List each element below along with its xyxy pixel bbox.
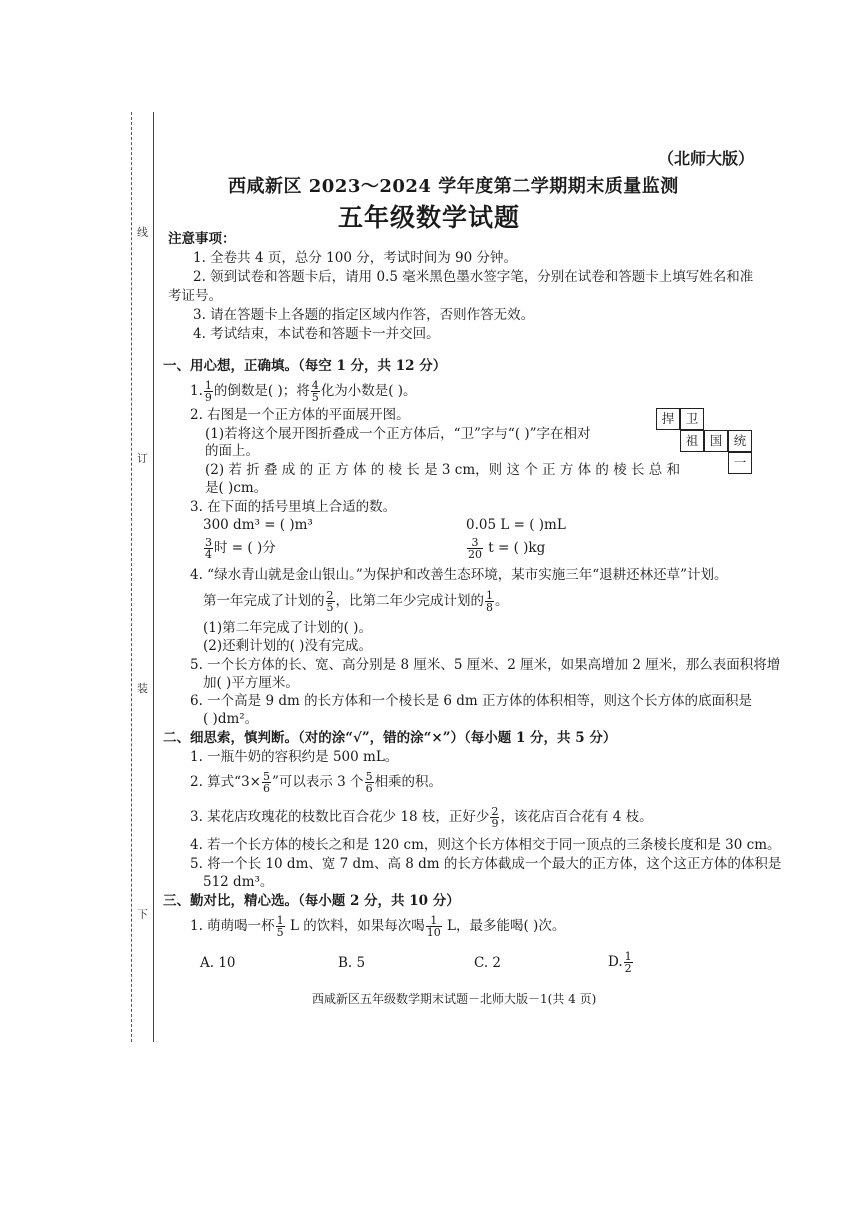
option-b: B. 5: [338, 955, 366, 971]
question-1-2-sub1: (1)若将这个展开图折叠成一个正方体后，“卫”字与“( )”字在相对: [205, 426, 591, 442]
cube-face: 国: [704, 430, 728, 452]
fraction: $\frac{3}{4}$: [205, 536, 212, 561]
option-a: A. 10: [200, 955, 236, 971]
cube-face: 捍: [656, 408, 680, 430]
question-1-6-cont: ( )dm²。: [203, 711, 259, 727]
option-c: C. 2: [474, 955, 502, 971]
cube-face: 卫: [680, 408, 704, 430]
fraction: $\frac{2}{9}$: [491, 805, 499, 830]
fraction: $\frac{5}{6}$: [365, 770, 373, 795]
question-1-3-a: 300 dm³ = ( )m³: [203, 517, 313, 533]
question-1-5: 5. 一个长方体的长、宽、高分别是 8 厘米、5 厘米、2 厘米，如果高增加 2 厘米，那么表面积将增: [190, 657, 781, 673]
section1-heading: 一、用心想，正确填。（每空 1 分，共 12 分）: [163, 358, 447, 374]
question-1-5-cont: 加( )平方厘米。: [203, 675, 299, 691]
question-1-4: 4. “绿水青山就是金山银山。”为保护和改善生态环境，某市实施三年“退耕还林还草”计划。: [190, 567, 728, 583]
question-1-4-sub1: (1)第二年完成了计划的( )。: [203, 620, 372, 636]
fraction: $\frac{1}{8}$: [486, 589, 493, 614]
margin-char-xia: 下: [137, 908, 148, 921]
question-1-3: 3. 在下面的括号里填上合适的数。: [190, 499, 397, 515]
question-2-1: 1. 一瓶牛奶的容积约是 500 mL。: [190, 749, 399, 765]
fraction: $\frac{2}{5}$: [326, 589, 334, 614]
notes-heading: 注意事项：: [168, 231, 236, 247]
question-1-3-c: $\frac{3}{4}$ 时 = ( )分: [205, 536, 276, 561]
fraction: $\frac{1}{2}$: [624, 950, 632, 975]
question-1-3-b: 0.05 L = ( )mL: [466, 517, 566, 533]
question-1-2-sub2-cont: 是( )cm。: [205, 480, 268, 496]
margin-char-ding: 订: [137, 452, 148, 465]
question-1-2: 2. 右图是一个正方体的平面展开图。: [190, 407, 410, 423]
cube-net-diagram: [656, 408, 766, 478]
section3-heading: 三、勤对比，精心选。（每小题 2 分，共 10 分）: [163, 893, 460, 909]
question-1-3-d: $\frac{3}{20}$ t = ( )kg: [468, 536, 546, 561]
question-3-1: 1. 萌萌喝一杯 $\frac{1}{5}$ L 的饮料，如果每次喝 $\frac{1}{10}$ L，最多能喝( )次。: [190, 914, 566, 939]
page-footer: 西咸新区五年级数学期末试题－北师大版－1(共 4 页): [312, 992, 597, 1006]
fraction: $\frac{1}{10}$: [426, 914, 441, 939]
exam-title: 西咸新区 2023～2024 学年度第二学期期末质量监测: [228, 176, 679, 197]
option-d: D. $\frac{1}{2}$: [608, 950, 632, 975]
fraction: $\frac{1}{9}$: [204, 379, 212, 404]
edition-label: （北师大版）: [658, 149, 755, 168]
question-1-4-sub2: (2)还剩计划的( )没有完成。: [203, 638, 372, 654]
fraction: $\frac{5}{6}$: [262, 770, 270, 795]
question-1-2-sub2: (2) 若 折 叠 成 的 正 方 体 的 棱 长 是 3 cm，则 这 个 正 方 体 的 棱 长 总 和: [205, 462, 681, 478]
question-1-2-sub1-cont: 的面上。: [205, 443, 259, 459]
binding-line-dashed: [131, 112, 132, 1042]
fraction: $\frac{3}{20}$: [468, 536, 482, 561]
question-1-4-cont: 第一年完成了计划的 $\frac{2}{5}$ ，比第二年少完成计划的 $\frac{1}{8}$ 。: [203, 589, 509, 614]
fraction: $\frac{4}{5}$: [311, 379, 319, 404]
question-2-4: 4. 若一个长方体的棱长之和是 120 cm，则这个长方体相交于同一顶点的三条棱长度和是 30 cm。: [190, 837, 781, 853]
cube-face: 一: [728, 452, 752, 474]
question-1-1: 1. $\frac{1}{9}$ 的倒数是( )；将 $\frac{4}{5}$ 化为小数是( )。: [190, 379, 417, 404]
margin-char-zhuang: 装: [137, 682, 148, 695]
binding-line-solid: [153, 112, 154, 1042]
section2-heading: 二、细思索，慎判断。（对的涂“√”，错的涂“×”）（每小题 1 分，共 5 分）: [163, 730, 617, 746]
exam-subtitle: 五年级数学试题: [338, 203, 521, 232]
question-2-5-cont: 512 dm³。: [203, 874, 274, 890]
cube-face: 统: [728, 430, 752, 452]
margin-char-xian: 线: [137, 226, 148, 239]
note-item: 1. 全卷共 4 页，总分 100 分，考试时间为 90 分钟。: [193, 250, 517, 266]
question-2-3: 3. 某花店玫瑰花的枝数比百合花少 18 枝，正好少 $\frac{2}{9}$ ，该花店百合花有 4 枝。: [190, 805, 653, 830]
note-item: 4. 考试结束，本试卷和答题卡一并交回。: [193, 326, 440, 342]
note-item: 考证号。: [168, 288, 222, 304]
note-item: 2. 领到试卷和答题卡后，请用 0.5 毫米黑色墨水签字笔，分别在试卷和答题卡上填写姓名和准: [193, 269, 754, 285]
question-2-5: 5. 将一个长 10 dm、宽 7 dm、高 8 dm 的长方体截成一个最大的正方体，这个这正方体的体积是: [190, 856, 782, 872]
question-1-6: 6. 一个高是 9 dm 的长方体和一个棱长是 6 dm 正方体的体积相等，则这个长方体的底面积是: [190, 693, 752, 709]
fraction: $\frac{1}{5}$: [276, 914, 284, 939]
cube-face: 祖: [680, 430, 704, 452]
question-2-2: 2. 算式“3× $\frac{5}{6}$ ”可以表示 3 个 $\frac{5}{6}$ 相乘的积。: [190, 770, 443, 795]
note-item: 3. 请在答题卡上各题的指定区域内作答，否则作答无效。: [193, 307, 535, 323]
